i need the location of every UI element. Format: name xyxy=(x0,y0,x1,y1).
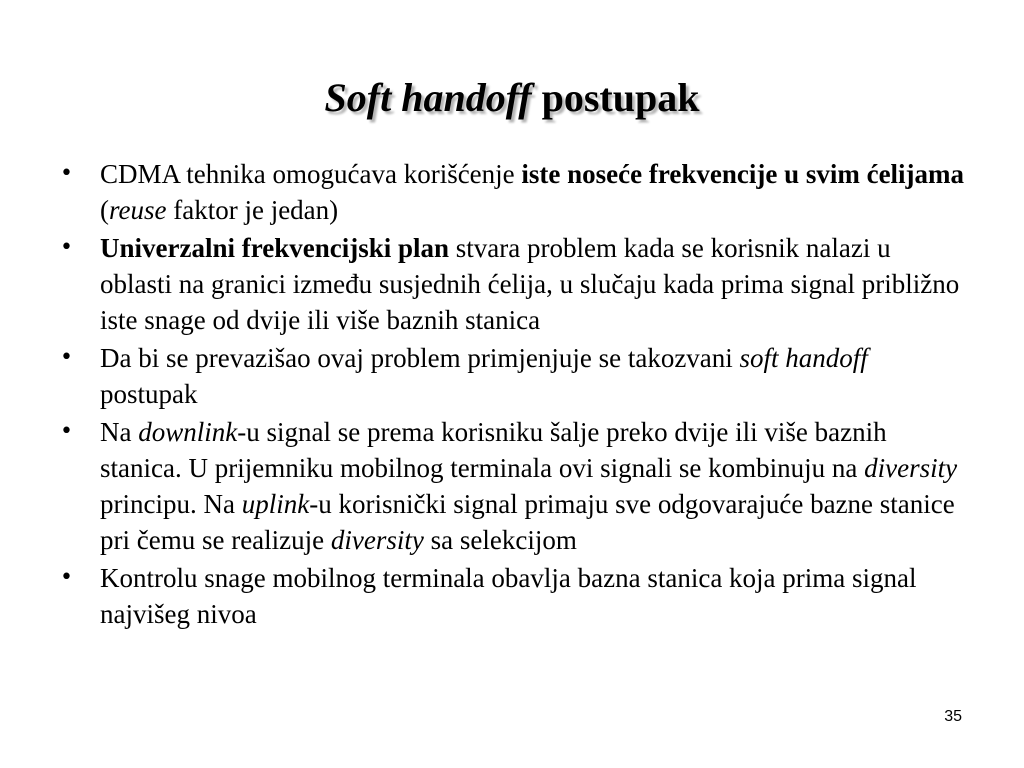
bullet-4-italic-uplink: uplink xyxy=(241,489,310,519)
bullet-item-5 xyxy=(0,560,1024,632)
bullet-3-text: Da bi se prevazišao ovaj problem primjenjuje se takozvani xyxy=(100,343,740,373)
bullet-icon: • xyxy=(60,565,73,590)
bullet-4-italic-diversity-2: diversity xyxy=(330,525,424,555)
bullet-item-2 xyxy=(0,230,1024,338)
title-plain-part: postupak xyxy=(531,75,700,120)
bullet-item-1 xyxy=(0,156,1024,228)
bullet-icon: • xyxy=(60,235,73,260)
bullet-icon: • xyxy=(60,419,73,444)
bullet-1-text-3: faktor je jedan) xyxy=(166,195,339,225)
bullet-icon: • xyxy=(60,161,73,186)
page-number: 35 xyxy=(944,708,962,725)
bullet-item-3 xyxy=(0,340,1024,412)
bullet-1-italic: reuse xyxy=(109,195,167,225)
bullet-4-text-2: -u signal se prema korisniku šalje preko dvije ili više baznih stanica. U prijemniku mobilnog terminala ovi signali se kombinuju na xyxy=(100,417,887,483)
bullet-4-italic-diversity: diversity xyxy=(864,453,958,483)
bullet-4-text-4: -u korisnički signal primaju sve odgovarajuće bazne stanice pri čemu se realizuje xyxy=(100,489,955,555)
bullet-3-text-2: postupak xyxy=(100,379,198,409)
bullet-4-text-5: sa selekcijom xyxy=(423,525,577,555)
bullet-1-text-2: ( xyxy=(100,195,109,225)
bullet-5-text: Kontrolu snage mobilnog terminala obavlja bazna stanica koja prima signal najvišeg nivoa xyxy=(100,563,917,629)
bullet-item-4 xyxy=(0,414,1024,558)
bullet-4-text-3: principu. Na xyxy=(100,489,242,519)
bullet-2-text: stvara problem kada se korisnik nalazi u oblasti na granici između susjednih ćelija, u slučaju kada prima signal približno iste snage od dvije ili više baznih stanica xyxy=(100,233,960,335)
bullet-4-text: Na xyxy=(100,417,139,447)
bullet-2-bold: Univerzalni frekvencijski plan xyxy=(100,233,450,263)
bullet-4-italic-downlink: downlink xyxy=(138,417,238,447)
slide-title xyxy=(0,74,1024,122)
bullet-1-text: CDMA tehnika omogućava korišćenje xyxy=(100,159,522,189)
bullet-3-italic: soft handoff xyxy=(739,343,868,373)
title-italic-part: Soft handoff xyxy=(324,75,532,120)
bullet-list xyxy=(0,156,1024,634)
bullet-icon: • xyxy=(60,345,73,370)
bullet-1-bold: iste noseće frekvencije u svim ćelijama xyxy=(521,159,965,189)
